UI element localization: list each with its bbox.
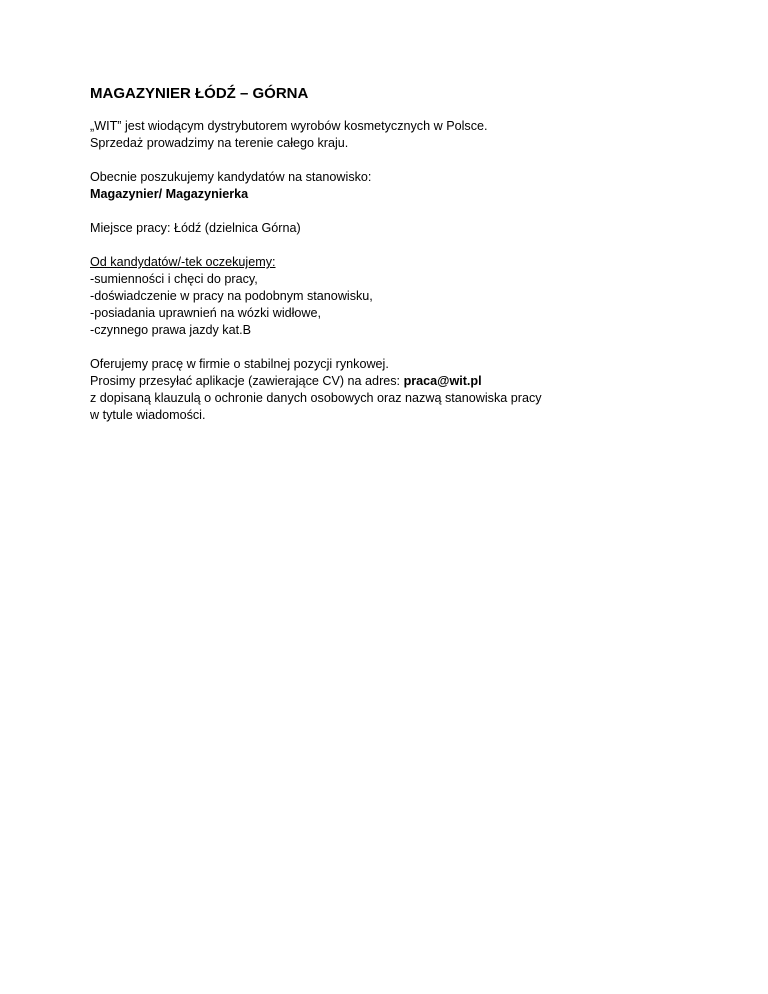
- requirement-item: -posiadania uprawnień na wózki widłowe,: [90, 306, 322, 320]
- requirement-item: -czynnego prawa jazdy kat.B: [90, 323, 252, 337]
- work-location: Miejsce pracy: Łódź (dzielnica Górna): [90, 221, 301, 235]
- requirements-heading: Od kandydatów/-tek oczekujemy:: [90, 255, 276, 269]
- requirement-item: -doświadczenie w pracy na podobnym stanowisku,: [90, 289, 373, 303]
- offer-paragraph: [90, 356, 690, 424]
- position-paragraph: [90, 169, 690, 203]
- offer-line-3: z dopisaną klauzulą o ochronie danych osobowych oraz nazwą stanowiska pracy: [90, 391, 542, 405]
- apply-instruction: Prosimy przesyłać aplikacje (zawierające CV) na adres:: [90, 374, 404, 388]
- contact-email[interactable]: praca@wit.pl: [403, 374, 482, 388]
- offer-line-1: Oferujemy pracę w firmie o stabilnej pozycji rynkowej.: [90, 357, 389, 371]
- offer-line-2: [90, 373, 690, 390]
- intro-paragraph: [90, 118, 690, 152]
- requirements-section: [90, 254, 690, 339]
- document-content: [90, 84, 690, 441]
- intro-line-1: „WIT” jest wiodącym dystrybutorem wyrobów kosmetycznych w Polsce.: [90, 119, 488, 133]
- location-paragraph: [90, 220, 690, 237]
- intro-line-2: Sprzedaż prowadzimy na terenie całego kraju.: [90, 136, 349, 150]
- offer-line-4: w tytule wiadomości.: [90, 408, 206, 422]
- page-title: MAGAZYNIER ŁÓDŹ – GÓRNA: [90, 85, 309, 102]
- position-lead: Obecnie poszukujemy kandydatów na stanowisko:: [90, 170, 372, 184]
- requirement-item: -sumienności i chęci do pracy,: [90, 272, 258, 286]
- position-name: Magazynier/ Magazynierka: [90, 187, 249, 201]
